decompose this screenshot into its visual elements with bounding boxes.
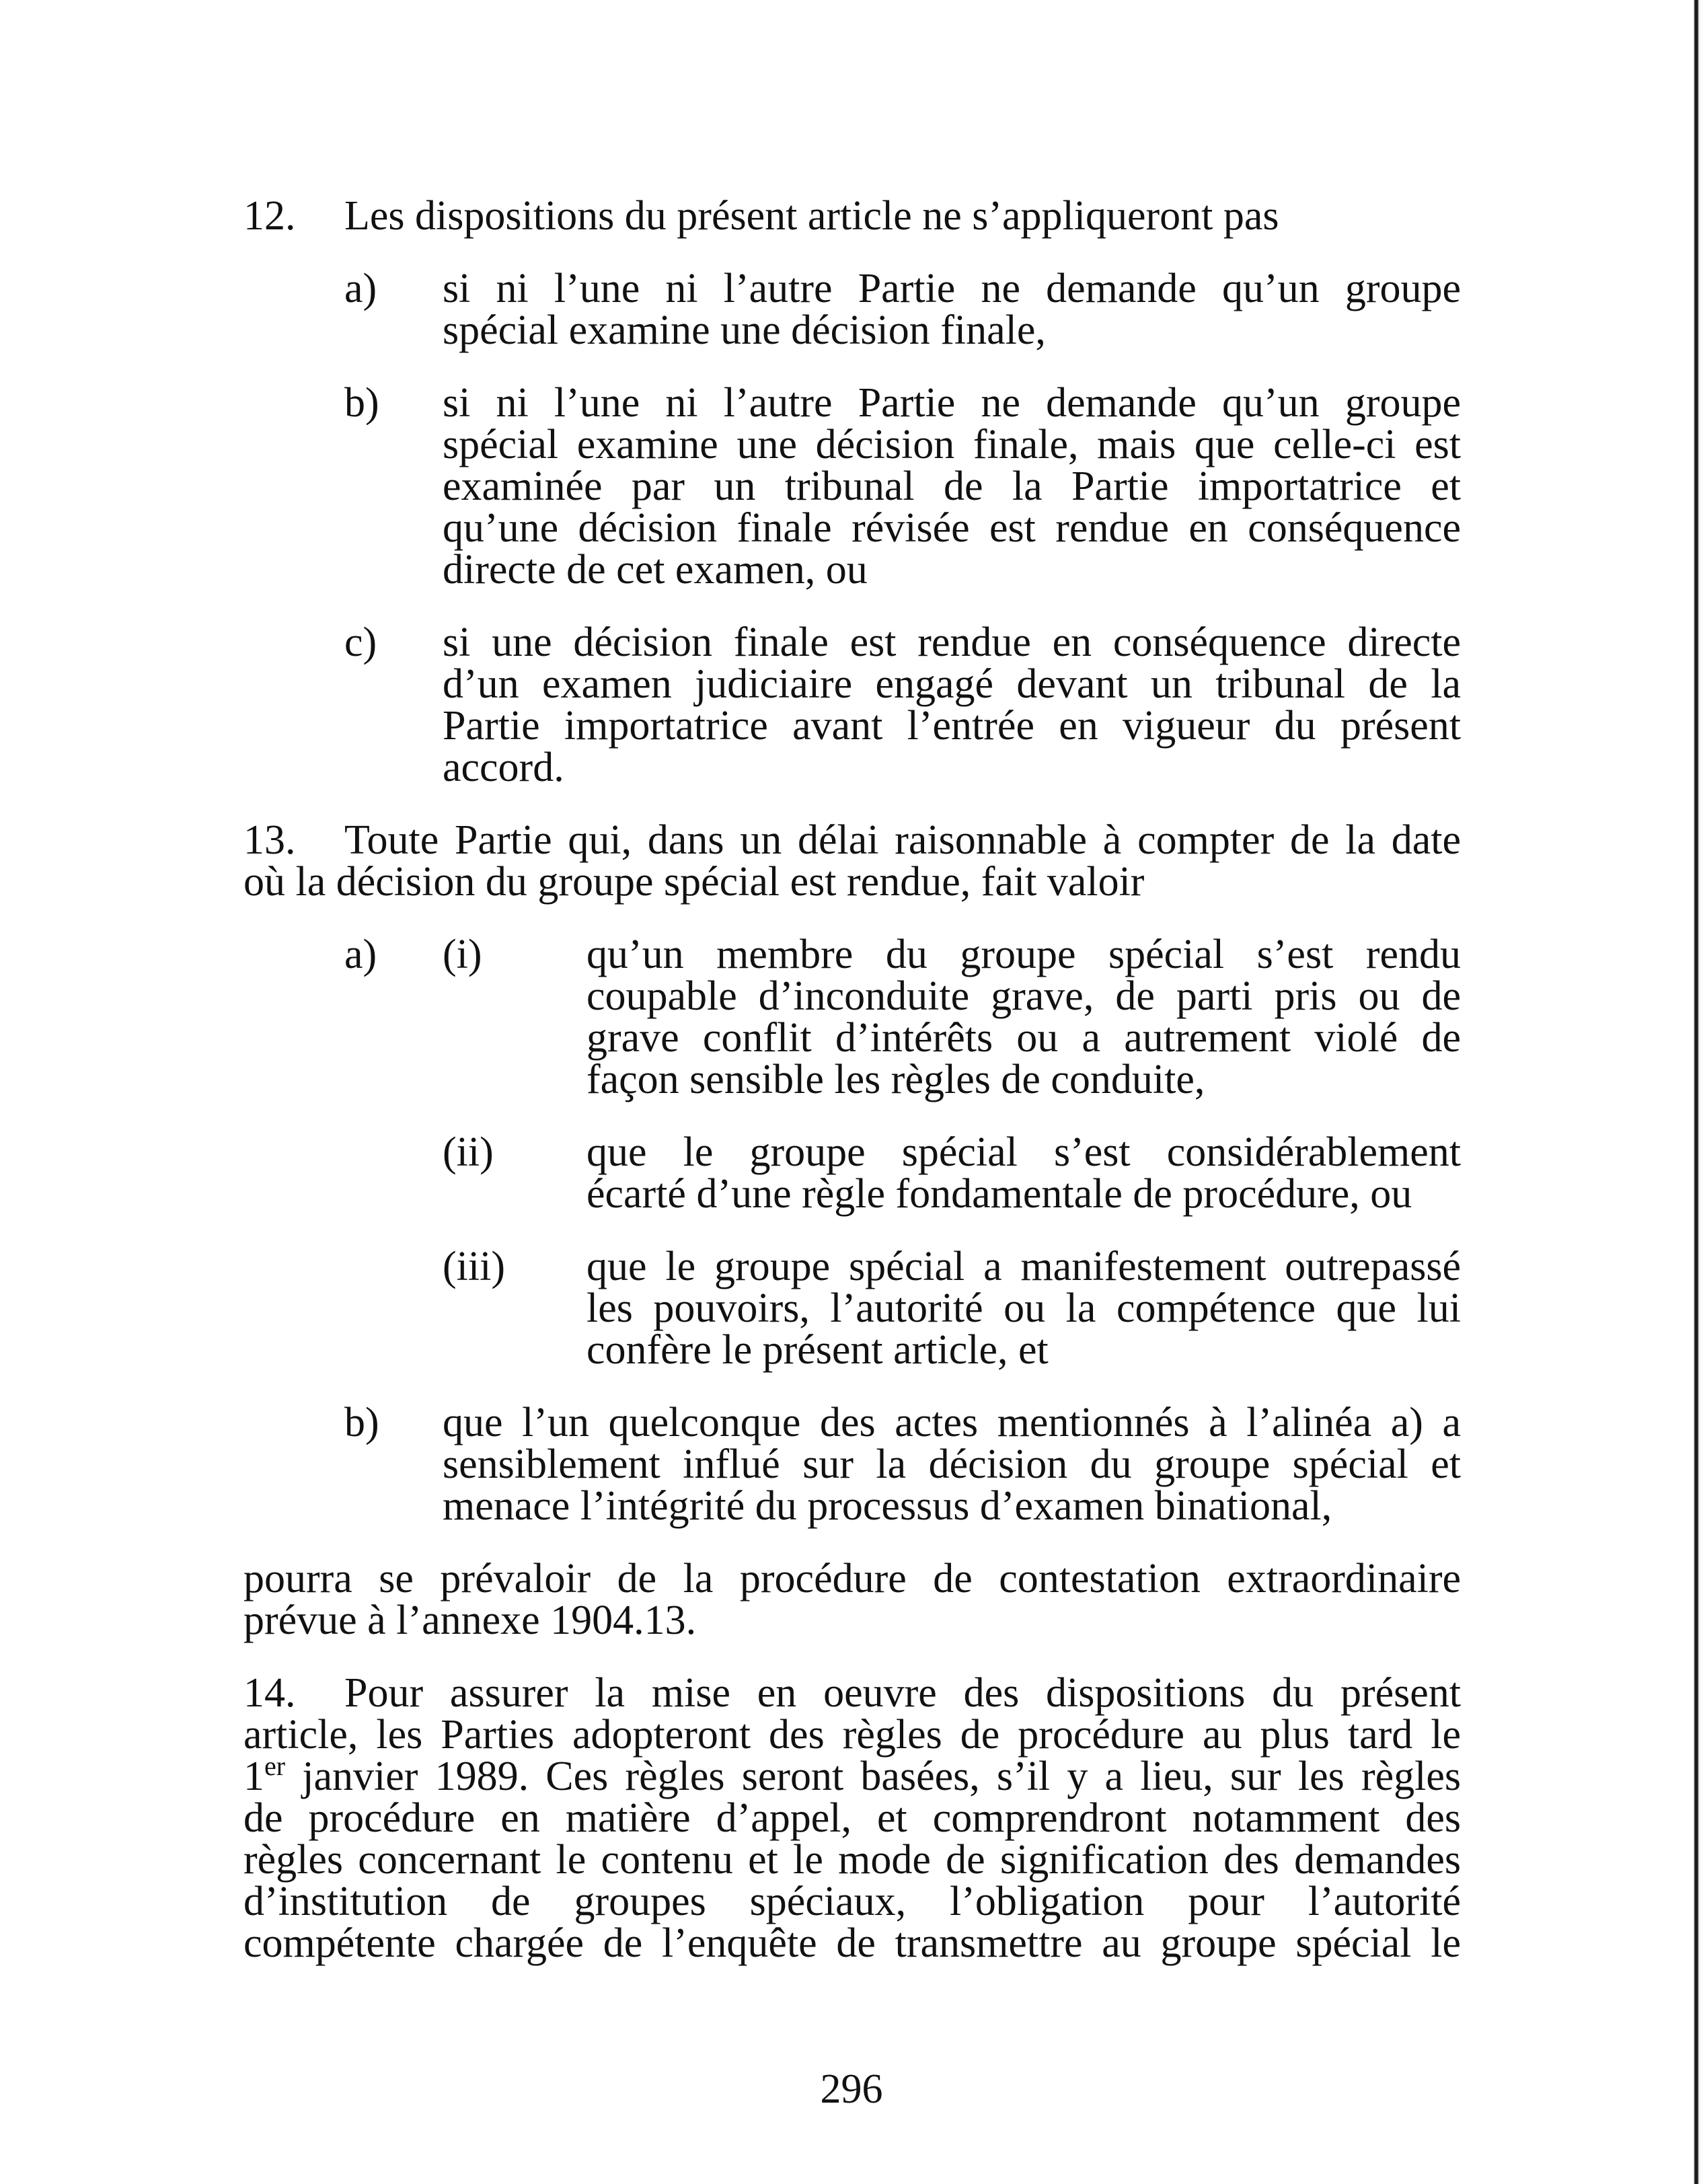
document-body	[243, 195, 1461, 1964]
text-line: spécial examine une décision finale, mais que celle-ci est	[443, 422, 1461, 467]
text-line-with-superscript	[243, 1751, 1461, 1799]
text-line: si ni l’une ni l’autre Partie ne demande qu’un groupe	[443, 266, 1461, 311]
paragraph-12-heading	[243, 195, 1461, 237]
text-fragment: janvier 1989. Ces règles seront basées, s’il y a lieu, sur les règles	[285, 1754, 1461, 1799]
paragraph-number: 12.	[243, 193, 296, 239]
paragraph-14-heading	[243, 1672, 1461, 1714]
text-line: prévue à l’annexe 1904.13.	[243, 1597, 697, 1643]
paragraph-13-heading	[243, 819, 1461, 861]
day-number: 1	[243, 1754, 264, 1799]
text-line: coupable d’inconduite grave, de parti pris ou de	[586, 973, 1461, 1019]
list-item-b	[243, 1402, 1461, 1527]
text-line: écarté d’une règle fondamentale de procédure, ou	[586, 1171, 1412, 1217]
text-line: d’institution de groupes spéciaux, l’obligation pour l’autorité	[243, 1879, 1461, 1924]
text-line: les pouvoirs, l’autorité ou la compétence que lui	[586, 1285, 1461, 1331]
paragraph-intro: Les dispositions du présent article ne s’appliqueront pas	[344, 193, 1279, 239]
item-marker: b)	[344, 380, 379, 426]
text-line: de procédure en matière d’appel, et comprendront notamment des	[243, 1795, 1461, 1841]
text-line: examinée par un tribunal de la Partie importatrice et	[443, 463, 1461, 509]
page-number: 296	[820, 2066, 883, 2112]
text-line: que le groupe spécial s’est considérablement	[586, 1129, 1461, 1175]
subitem-marker: (iii)	[443, 1244, 505, 1289]
item-marker: c)	[344, 619, 377, 665]
text-line: façon sensible les règles de conduite,	[586, 1057, 1205, 1102]
item-marker: a)	[344, 266, 377, 311]
list-item-a-ii	[243, 1131, 1461, 1215]
text-line: spécial examine une décision finale,	[443, 307, 1046, 353]
subitem-marker: (i)	[443, 932, 482, 977]
list-item-a-iii	[243, 1246, 1461, 1371]
item-marker: b)	[344, 1400, 379, 1445]
scanned-page-edge	[1688, 0, 1703, 2184]
paragraph-number: 14.	[243, 1670, 296, 1716]
paragraph-14	[243, 1672, 1461, 1964]
text-line: article, les Parties adopteront des règles de procédure au plus tard le	[243, 1712, 1461, 1758]
paragraph-intro: Toute Partie qui, dans un délai raisonnable à compter de la date	[344, 817, 1461, 863]
text-line: qu’un membre du groupe spécial s’est rendu	[586, 932, 1461, 977]
text-line: que l’un quelconque des actes mentionnés à l’alinéa a) a	[443, 1400, 1461, 1445]
text-line: si ni l’une ni l’autre Partie ne demande qu’un groupe	[443, 380, 1461, 426]
text-line: qu’une décision finale révisée est rendue en conséquence	[443, 505, 1461, 551]
text-line: d’un examen judiciaire engagé devant un tribunal de la	[443, 661, 1461, 707]
list-item-c	[243, 619, 1461, 790]
paragraph-intro: Pour assurer la mise en oeuvre des dispositions du présent	[344, 1670, 1461, 1716]
text-line: confère le présent article, et	[586, 1327, 1049, 1373]
item-marker: a)	[344, 932, 377, 977]
text-line: compétente chargée de l’enquête de transmettre au groupe spécial le	[243, 1920, 1461, 1966]
subitem-marker: (ii)	[443, 1129, 494, 1175]
paragraph-12	[243, 195, 1461, 788]
list-item-a	[243, 268, 1461, 351]
text-line: directe de cet examen, ou	[443, 547, 868, 593]
text-line: où la décision du groupe spécial est rendue, fait valoir	[243, 859, 1145, 905]
list-item-a-i	[243, 934, 1461, 1100]
text-line: sensiblement influé sur la décision du groupe spécial et	[443, 1441, 1461, 1487]
text-line: accord.	[443, 745, 564, 790]
text-line: Partie importatrice avant l’entrée en vigueur du présent	[443, 703, 1461, 749]
list-item-b	[243, 382, 1461, 591]
text-line: que le groupe spécial a manifestement outrepassé	[586, 1244, 1461, 1289]
text-line: si une décision finale est rendue en conséquence directe	[443, 619, 1461, 665]
paragraph-13	[243, 819, 1461, 1641]
text-line: menace l’intégrité du processus d’examen binational,	[443, 1483, 1332, 1529]
paragraph-13-closing	[243, 1558, 1461, 1641]
text-line: grave conflit d’intérêts ou a autrement violé de	[586, 1015, 1461, 1061]
text-line: règles concernant le contenu et le mode de signification des demandes	[243, 1837, 1461, 1883]
ordinal-superscript: er	[264, 1751, 286, 1781]
paragraph-number: 13.	[243, 817, 296, 863]
text-line: pourra se prévaloir de la procédure de contestation extraordinaire	[243, 1556, 1461, 1602]
